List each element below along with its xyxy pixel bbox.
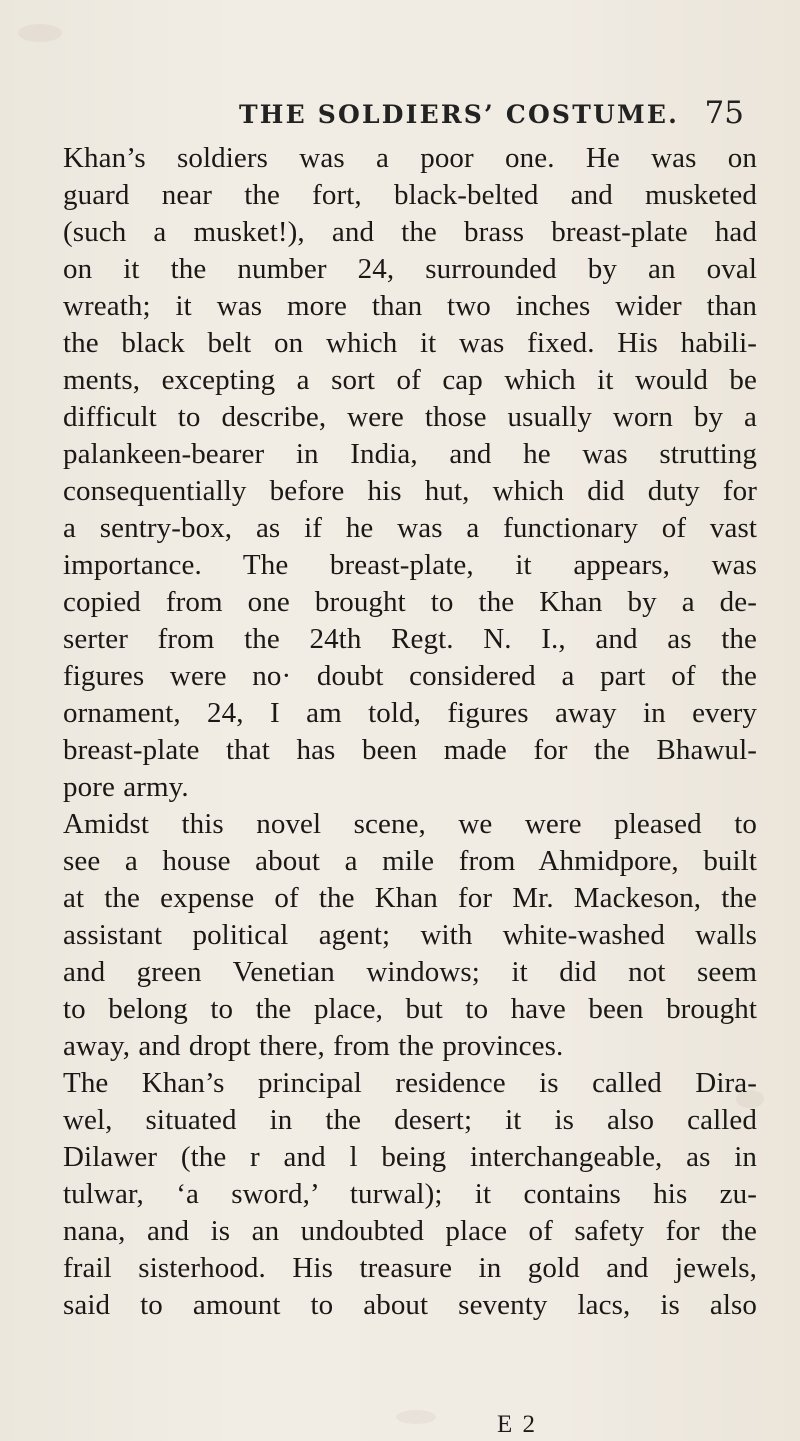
text-line: Dilawer (the r and l being interchangeable, as in <box>63 1141 757 1173</box>
text-line: ments, excepting a sort of cap which it would be <box>63 364 757 396</box>
text-line: wel, situated in the desert; it is also called <box>63 1104 757 1136</box>
text-line: assistant political agent; with white-washed walls <box>63 919 757 951</box>
text-line: see a house about a mile from Ahmidpore, built <box>63 845 757 877</box>
text-line: wreath; it was more than two inches wider than <box>63 290 757 322</box>
text-line: a sentry-box, as if he was a functionary of vast <box>63 512 757 544</box>
text-line: figures were no· doubt considered a part of the <box>63 660 757 692</box>
text-line: ornament, 24, I am told, figures away in every <box>63 697 757 729</box>
text-line: tulwar, ‘a sword,’ turwal); it contains his zu- <box>63 1178 757 1210</box>
paragraph-start-line: The Khan’s principal residence is called Dira- <box>63 1067 757 1099</box>
text-line: palankeen-bearer in India, and he was strutting <box>63 438 757 470</box>
text-line: consequentially before his hut, which did duty for <box>63 475 757 507</box>
text-line: copied from one brought to the Khan by a de- <box>63 586 757 618</box>
paragraph-start-line: Amidst this novel scene, we were pleased to <box>63 808 757 840</box>
page-number: 75 <box>704 95 744 131</box>
text-line: breast-plate that has been made for the Bhawul- <box>63 734 757 766</box>
text-line: and green Venetian windows; it did not seem <box>63 956 757 988</box>
paper-stain <box>396 1410 436 1424</box>
signature-mark: E 2 <box>497 1411 538 1438</box>
text-line: nana, and is an undoubted place of safety for the <box>63 1215 757 1247</box>
body-text <box>63 140 757 1324</box>
text-line: said to amount to about seventy lacs, is also <box>63 1289 757 1321</box>
text-line: on it the number 24, surrounded by an oval <box>63 253 757 285</box>
text-line: serter from the 24th Regt. N. I., and as the <box>63 623 757 655</box>
text-line: at the expense of the Khan for Mr. Mackeson, the <box>63 882 757 914</box>
text-line: (such a musket!), and the brass breast-plate had <box>63 216 757 248</box>
text-line: importance. The breast-plate, it appears, was <box>63 549 757 581</box>
paper-stain <box>18 24 62 42</box>
text-line: guard near the fort, black-belted and musketed <box>63 179 757 211</box>
chapter-title: THE SOLDIERS’ COSTUME. <box>239 100 680 129</box>
paragraph-end-line: pore army. <box>63 771 189 803</box>
text-line: the black belt on which it was fixed. His habili- <box>63 327 757 359</box>
running-header <box>0 95 800 138</box>
paragraph-end-line: away, and dropt there, from the provinces. <box>63 1030 564 1062</box>
text-line: frail sisterhood. His treasure in gold and jewels, <box>63 1252 757 1284</box>
text-line: to belong to the place, but to have been brought <box>63 993 757 1025</box>
text-line: difficult to describe, were those usually worn by a <box>63 401 757 433</box>
text-line: Khan’s soldiers was a poor one. He was on <box>63 142 757 174</box>
